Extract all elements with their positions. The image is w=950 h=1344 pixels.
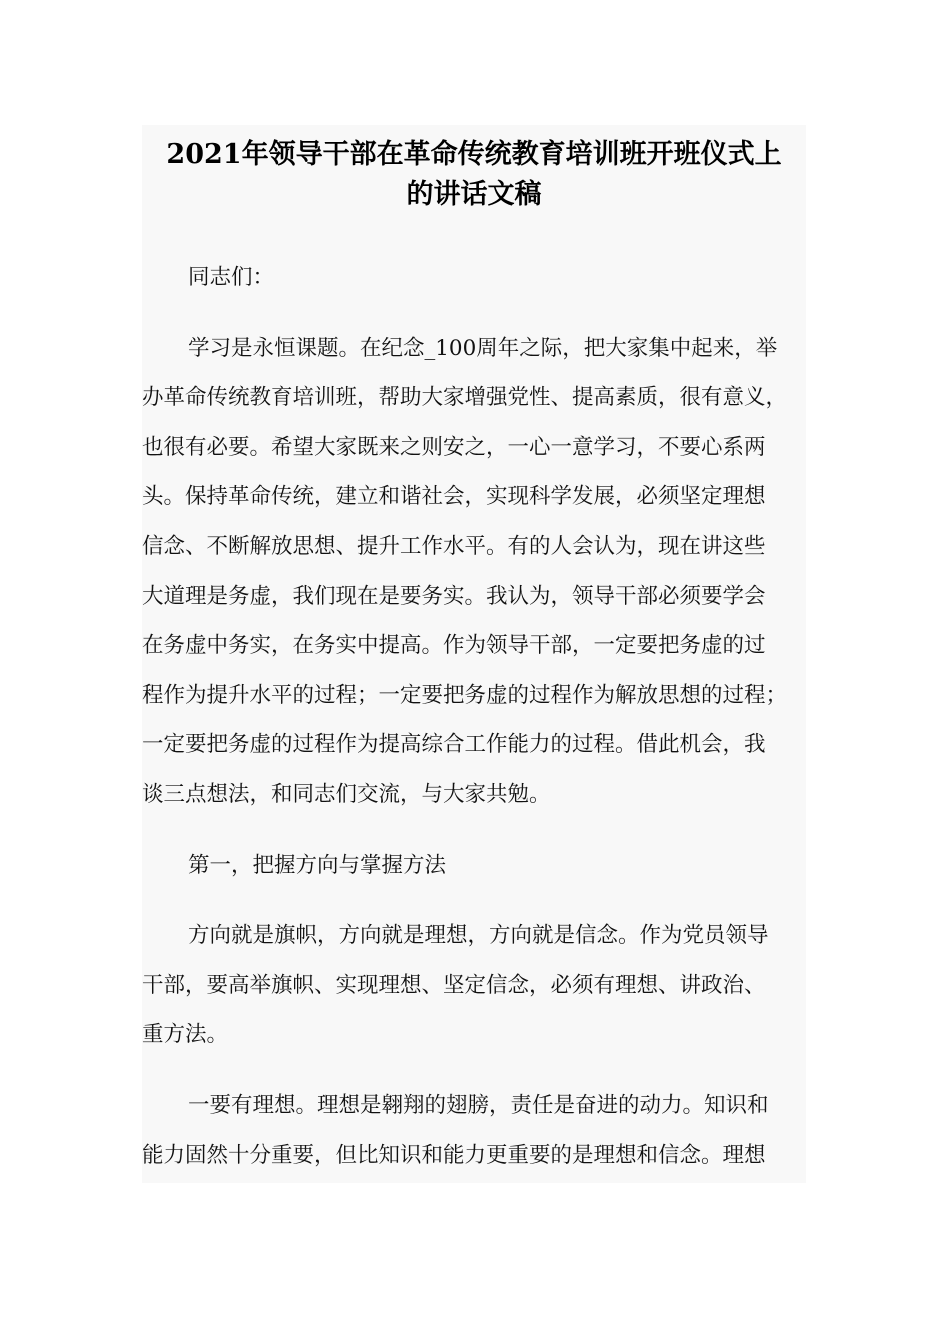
text-line: 学习是永恒课题。在纪念_100周年之际，把大家集中起来，举: [188, 335, 778, 361]
paragraph: [142, 1081, 806, 1180]
text-line: 程作为提升水平的过程；一定要把务虚的过程作为解放思想的过程；: [142, 682, 788, 708]
text-line: 信念、不断解放思想、提升工作水平。有的人会认为，现在讲这些: [142, 533, 766, 559]
salutation: 同志们：: [188, 265, 275, 290]
text-line: 在务虚中务实，在务实中提高。作为领导干部，一定要把务虚的过: [142, 633, 766, 659]
document-body: [142, 253, 806, 1180]
text-line: 头。保持革命传统，建立和谐社会，实现科学发展，必须坚定理想: [142, 484, 766, 510]
text-line: 重方法。: [142, 1022, 229, 1048]
text-line: 一定要把务虚的过程作为提高综合工作能力的过程。借此机会，我: [142, 732, 766, 758]
document-content: [142, 125, 806, 1183]
text-line: 大道理是务虚，我们现在是要务实。我认为，领导干部必须要学会: [142, 583, 766, 609]
title-line: 2021年领导干部在革命传统教育培训班开班仪式上: [166, 139, 782, 170]
text-line: 办革命传统教育培训班，帮助大家增强党性、提高素质，很有意义，: [142, 385, 788, 411]
section-heading: [142, 841, 806, 891]
text-line: 也很有必要。希望大家既来之则安之，一心一意学习，不要心系两: [142, 434, 766, 460]
text-line: 一要有理想。理想是翱翔的翅膀，责任是奋进的动力。知识和: [188, 1092, 769, 1118]
text-line: 谈三点想法，和同志们交流，与大家共勉。: [142, 781, 551, 807]
text-line: 第一，把握方向与掌握方法: [188, 852, 447, 878]
title-line: 的讲话文稿: [406, 179, 542, 210]
text-line: 能力固然十分重要，但比知识和能力更重要的是理想和信念。理想: [142, 1142, 766, 1168]
text-line: 干部，要高举旗帜、实现理想、坚定信念，必须有理想、讲政治、: [142, 972, 766, 998]
paragraph: [142, 911, 806, 1060]
paragraph: [142, 324, 806, 820]
document-title: [142, 125, 806, 215]
text-line: 方向就是旗帜，方向就是理想，方向就是信念。作为党员领导: [188, 923, 769, 949]
